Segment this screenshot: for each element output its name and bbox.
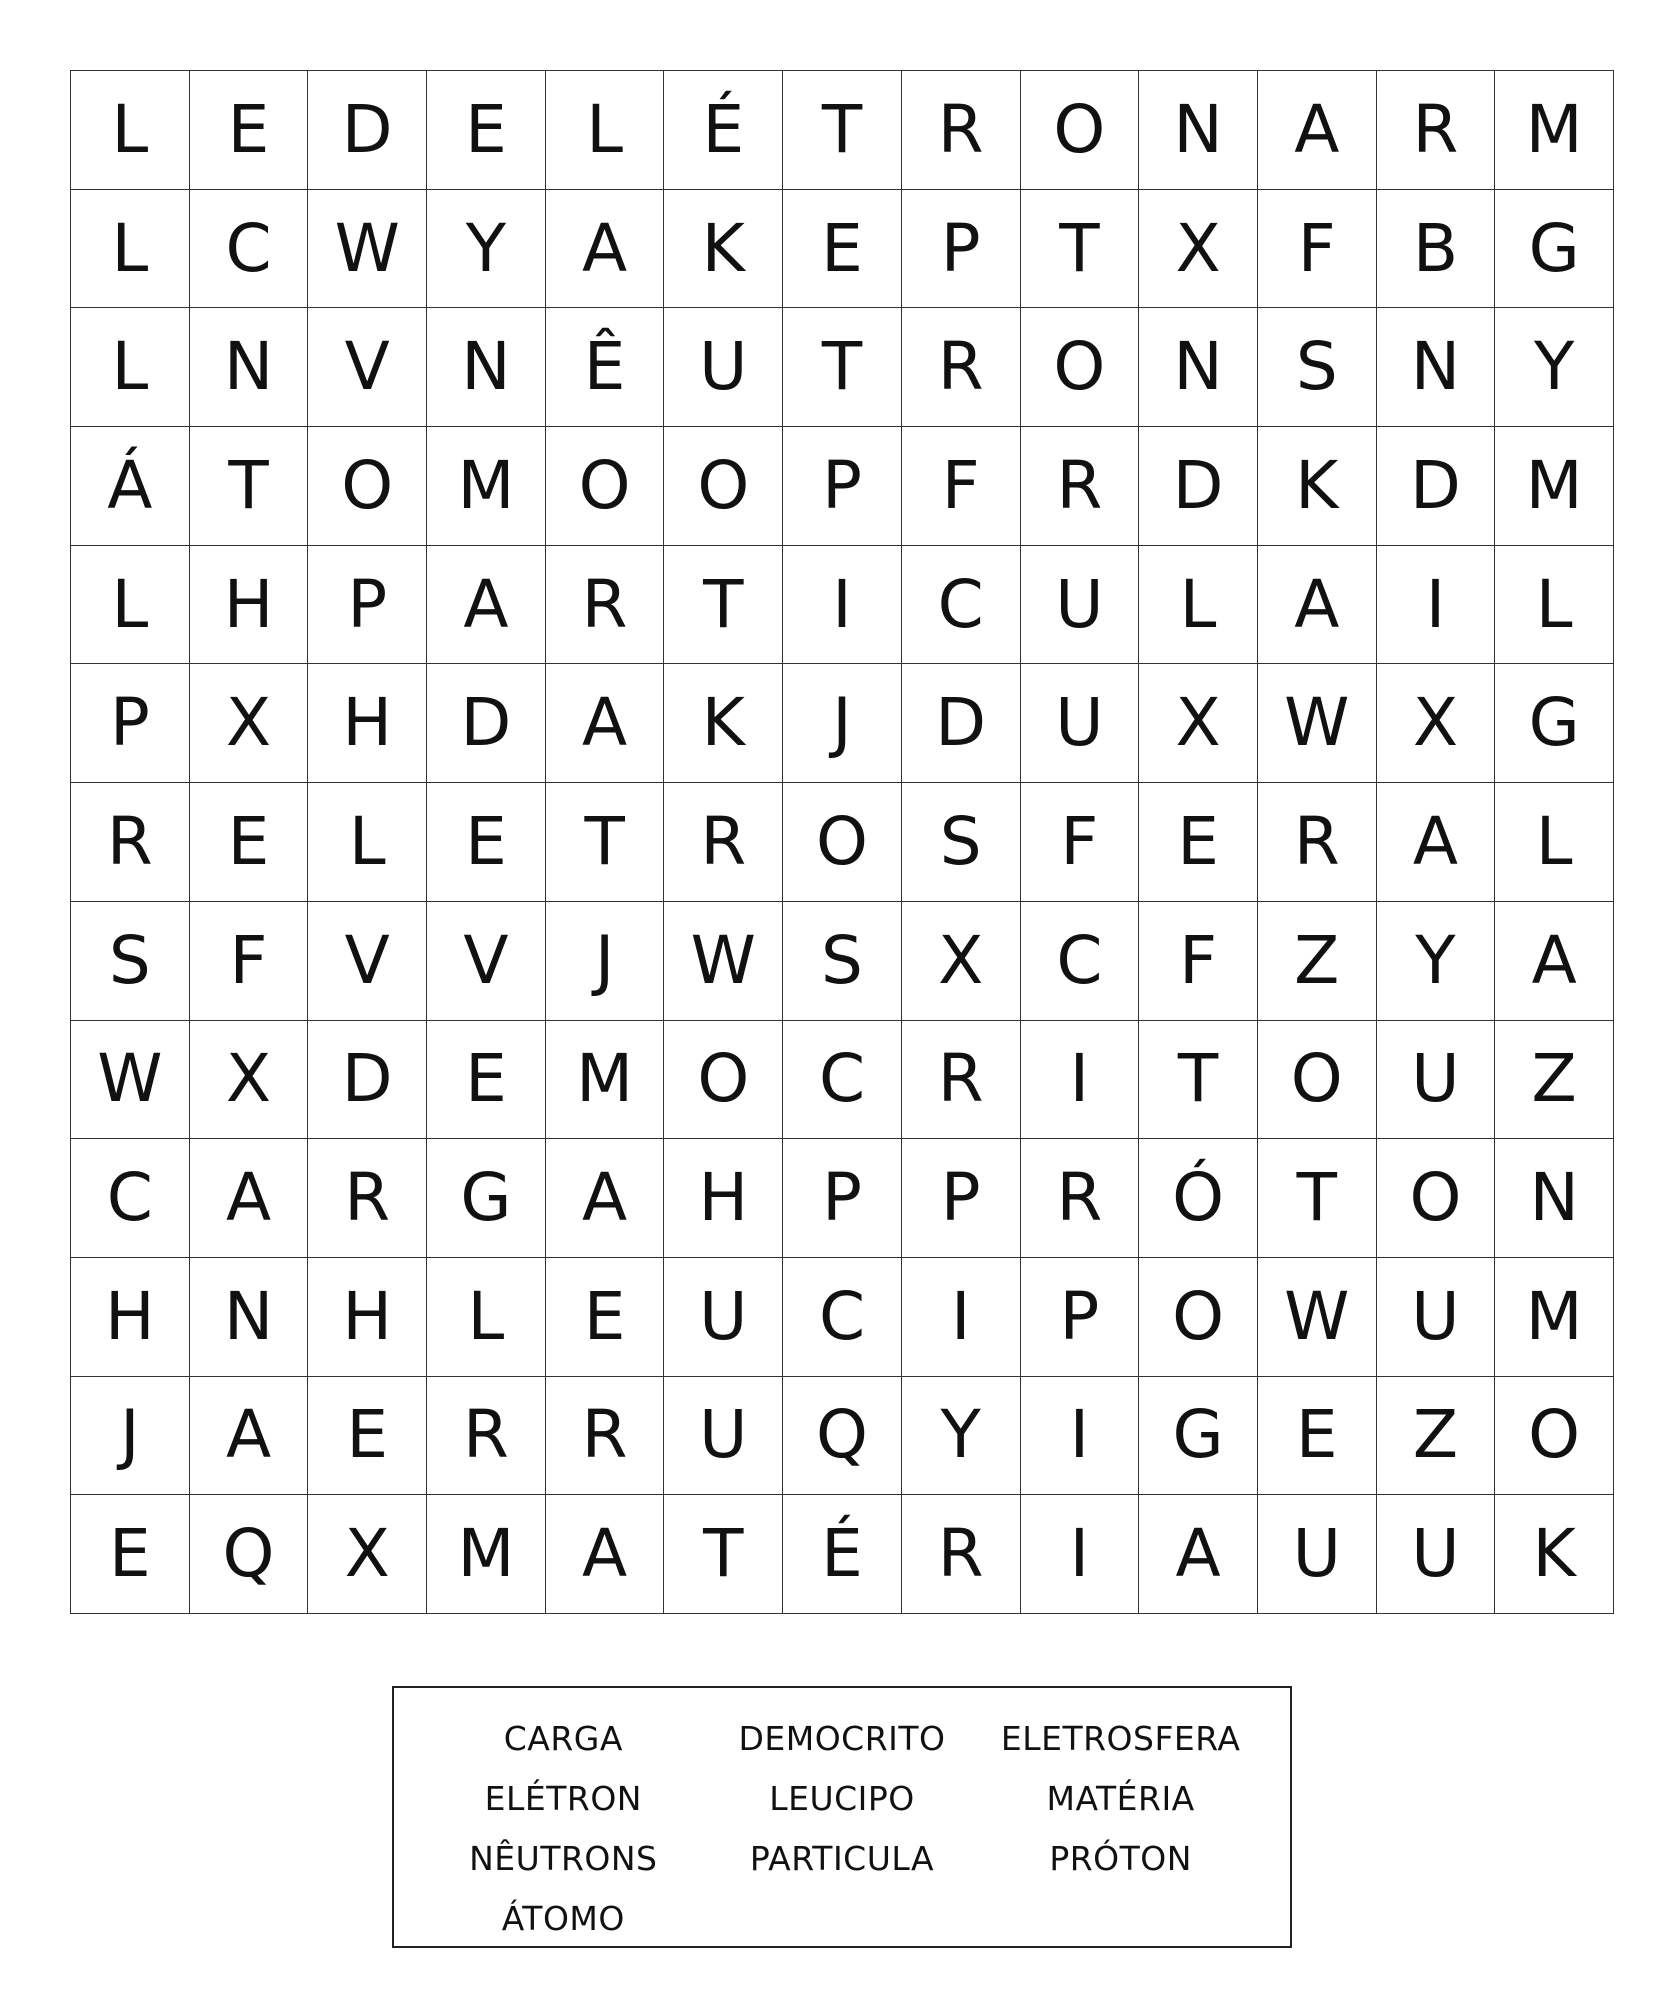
word-bank-item: PARTICULA bbox=[749, 1838, 935, 1878]
grid-cell[interactable]: O bbox=[1021, 308, 1140, 427]
grid-cell[interactable]: M bbox=[546, 1021, 665, 1140]
grid-cell[interactable]: A bbox=[190, 1377, 309, 1496]
grid-cell[interactable]: M bbox=[1495, 427, 1614, 546]
grid-cell[interactable]: M bbox=[1495, 1258, 1614, 1377]
grid-cell[interactable]: Á bbox=[71, 427, 190, 546]
grid-cell[interactable]: M bbox=[1495, 71, 1614, 190]
grid-cell[interactable]: U bbox=[664, 308, 783, 427]
grid-cell[interactable]: R bbox=[902, 1021, 1021, 1140]
grid-cell[interactable]: N bbox=[1377, 308, 1496, 427]
grid-cell[interactable]: F bbox=[1021, 783, 1140, 902]
word-bank bbox=[392, 1686, 1292, 1948]
grid-cell[interactable]: C bbox=[902, 546, 1021, 665]
grid-cell[interactable]: D bbox=[308, 71, 427, 190]
grid-cell[interactable]: L bbox=[71, 546, 190, 665]
grid-cell[interactable]: Ê bbox=[546, 308, 665, 427]
grid-cell[interactable]: C bbox=[1021, 902, 1140, 1021]
grid-cell[interactable]: S bbox=[783, 902, 902, 1021]
grid-cell[interactable]: A bbox=[1139, 1495, 1258, 1614]
grid-cell[interactable]: D bbox=[902, 664, 1021, 783]
grid-cell[interactable]: A bbox=[427, 546, 546, 665]
grid-cell[interactable]: R bbox=[71, 783, 190, 902]
grid-cell[interactable]: A bbox=[546, 190, 665, 309]
grid-cell[interactable]: P bbox=[783, 1139, 902, 1258]
grid-cell[interactable]: F bbox=[190, 902, 309, 1021]
grid-cell[interactable]: C bbox=[190, 190, 309, 309]
grid-cell[interactable]: V bbox=[427, 902, 546, 1021]
grid-cell[interactable]: Q bbox=[783, 1377, 902, 1496]
grid-cell[interactable]: Y bbox=[1495, 308, 1614, 427]
word-bank-item: LEUCIPO bbox=[769, 1778, 915, 1818]
grid-cell[interactable]: W bbox=[308, 190, 427, 309]
grid-cell[interactable]: L bbox=[71, 71, 190, 190]
grid-cell[interactable]: G bbox=[1495, 664, 1614, 783]
grid-cell[interactable]: X bbox=[190, 1021, 309, 1140]
grid-cell[interactable]: F bbox=[902, 427, 1021, 546]
grid-cell[interactable]: E bbox=[546, 1258, 665, 1377]
word-bank-item: ELETROSFERA bbox=[1000, 1718, 1241, 1758]
grid-cell[interactable]: N bbox=[190, 1258, 309, 1377]
grid-cell[interactable]: L bbox=[71, 308, 190, 427]
grid-cell[interactable]: Y bbox=[902, 1377, 1021, 1496]
grid-cell[interactable]: M bbox=[427, 1495, 546, 1614]
grid-cell[interactable]: E bbox=[1139, 783, 1258, 902]
grid-cell[interactable]: É bbox=[783, 1495, 902, 1614]
grid-cell[interactable]: L bbox=[1139, 546, 1258, 665]
grid-cell[interactable]: T bbox=[1139, 1021, 1258, 1140]
grid-cell[interactable]: R bbox=[1377, 71, 1496, 190]
grid-cell[interactable]: D bbox=[427, 664, 546, 783]
grid-cell[interactable]: F bbox=[1139, 902, 1258, 1021]
grid-cell[interactable]: D bbox=[1139, 427, 1258, 546]
grid-cell[interactable]: K bbox=[664, 664, 783, 783]
grid-cell[interactable]: P bbox=[1021, 1258, 1140, 1377]
grid-cell[interactable]: T bbox=[1258, 1139, 1377, 1258]
grid-cell[interactable]: H bbox=[664, 1139, 783, 1258]
grid-cell[interactable]: A bbox=[190, 1139, 309, 1258]
grid-cell[interactable]: R bbox=[308, 1139, 427, 1258]
grid-cell[interactable]: N bbox=[190, 308, 309, 427]
grid-cell[interactable]: R bbox=[427, 1377, 546, 1496]
grid-cell[interactable]: H bbox=[190, 546, 309, 665]
grid-cell[interactable]: Z bbox=[1377, 1377, 1496, 1496]
word-bank-item: NÊUTRONS bbox=[469, 1838, 658, 1878]
grid-cell[interactable]: Q bbox=[190, 1495, 309, 1614]
grid-cell[interactable]: L bbox=[1495, 783, 1614, 902]
word-bank-item: PRÓTON bbox=[1049, 1838, 1192, 1878]
grid-cell[interactable]: Y bbox=[427, 190, 546, 309]
grid-cell[interactable]: J bbox=[546, 902, 665, 1021]
grid-cell[interactable]: K bbox=[1495, 1495, 1614, 1614]
grid-cell[interactable]: T bbox=[190, 427, 309, 546]
grid-cell[interactable]: W bbox=[1258, 664, 1377, 783]
grid-cell[interactable]: Z bbox=[1495, 1021, 1614, 1140]
grid-cell[interactable]: O bbox=[1495, 1377, 1614, 1496]
grid-cell[interactable]: O bbox=[308, 427, 427, 546]
grid-cell[interactable]: A bbox=[1258, 546, 1377, 665]
grid-cell[interactable]: R bbox=[546, 1377, 665, 1496]
grid-cell[interactable]: O bbox=[1258, 1021, 1377, 1140]
grid-cell[interactable]: E bbox=[427, 71, 546, 190]
grid-cell[interactable]: E bbox=[427, 783, 546, 902]
grid-cell[interactable]: S bbox=[902, 783, 1021, 902]
word-bank-item: CARGA bbox=[503, 1718, 623, 1758]
grid-cell[interactable]: N bbox=[1139, 308, 1258, 427]
grid-cell[interactable]: T bbox=[546, 783, 665, 902]
grid-cell[interactable]: B bbox=[1377, 190, 1496, 309]
grid-cell[interactable]: E bbox=[427, 1021, 546, 1140]
grid-cell[interactable]: O bbox=[1139, 1258, 1258, 1377]
grid-cell[interactable]: P bbox=[783, 427, 902, 546]
grid-cell[interactable]: C bbox=[783, 1021, 902, 1140]
grid-cell[interactable]: U bbox=[1377, 1258, 1496, 1377]
grid-cell[interactable]: A bbox=[546, 1495, 665, 1614]
grid-cell[interactable]: R bbox=[902, 1495, 1021, 1614]
grid-cell[interactable]: A bbox=[1258, 71, 1377, 190]
grid-cell[interactable]: E bbox=[71, 1495, 190, 1614]
grid-cell[interactable]: P bbox=[71, 664, 190, 783]
grid-cell[interactable]: U bbox=[664, 1377, 783, 1496]
grid-cell[interactable]: I bbox=[1377, 546, 1496, 665]
grid-cell[interactable]: X bbox=[1139, 190, 1258, 309]
grid-cell[interactable]: G bbox=[1139, 1377, 1258, 1496]
grid-cell[interactable]: X bbox=[902, 902, 1021, 1021]
word-bank-item: ÁTOMO bbox=[501, 1898, 625, 1938]
grid-cell[interactable]: L bbox=[427, 1258, 546, 1377]
word-bank-item: MATÉRIA bbox=[1046, 1778, 1195, 1818]
grid-cell[interactable]: A bbox=[1377, 783, 1496, 902]
grid-cell[interactable]: R bbox=[1021, 427, 1140, 546]
grid-cell[interactable]: V bbox=[308, 308, 427, 427]
grid-cell[interactable]: O bbox=[1021, 71, 1140, 190]
grid-cell[interactable]: E bbox=[308, 1377, 427, 1496]
grid-cell[interactable]: G bbox=[1495, 190, 1614, 309]
grid-cell[interactable]: N bbox=[1139, 71, 1258, 190]
grid-cell[interactable]: W bbox=[1258, 1258, 1377, 1377]
grid-cell[interactable]: I bbox=[902, 1258, 1021, 1377]
grid-cell[interactable]: L bbox=[308, 783, 427, 902]
grid-cell[interactable]: L bbox=[546, 71, 665, 190]
grid-cell[interactable]: R bbox=[546, 546, 665, 665]
grid-cell[interactable]: P bbox=[902, 190, 1021, 309]
grid-cell[interactable]: É bbox=[664, 71, 783, 190]
grid-cell[interactable]: X bbox=[308, 1495, 427, 1614]
grid-cell[interactable]: U bbox=[664, 1258, 783, 1377]
grid-cell[interactable]: I bbox=[1021, 1021, 1140, 1140]
grid-cell[interactable]: O bbox=[664, 1021, 783, 1140]
grid-cell[interactable]: R bbox=[1021, 1139, 1140, 1258]
grid-cell[interactable]: S bbox=[71, 902, 190, 1021]
grid-cell[interactable]: I bbox=[1021, 1377, 1140, 1496]
grid-cell[interactable]: M bbox=[427, 427, 546, 546]
grid-cell[interactable]: E bbox=[1258, 1377, 1377, 1496]
grid-cell[interactable]: P bbox=[308, 546, 427, 665]
grid-cell[interactable]: A bbox=[1495, 902, 1614, 1021]
grid-cell[interactable]: P bbox=[902, 1139, 1021, 1258]
grid-cell[interactable]: N bbox=[1495, 1139, 1614, 1258]
grid-cell[interactable]: E bbox=[190, 783, 309, 902]
grid-cell[interactable]: H bbox=[308, 664, 427, 783]
grid-cell[interactable]: O bbox=[546, 427, 665, 546]
grid-cell[interactable]: T bbox=[783, 71, 902, 190]
grid-cell[interactable]: U bbox=[1377, 1021, 1496, 1140]
grid-cell[interactable]: C bbox=[71, 1139, 190, 1258]
grid-cell[interactable]: N bbox=[427, 308, 546, 427]
grid-cell[interactable]: W bbox=[664, 902, 783, 1021]
grid-cell[interactable]: S bbox=[1258, 308, 1377, 427]
grid-cell[interactable]: U bbox=[1377, 1495, 1496, 1614]
grid-cell[interactable]: K bbox=[1258, 427, 1377, 546]
grid-cell[interactable]: I bbox=[1021, 1495, 1140, 1614]
grid-cell[interactable]: E bbox=[190, 71, 309, 190]
grid-cell[interactable]: T bbox=[664, 546, 783, 665]
grid-cell[interactable]: W bbox=[71, 1021, 190, 1140]
grid-cell[interactable]: D bbox=[308, 1021, 427, 1140]
grid-cell[interactable]: A bbox=[546, 664, 665, 783]
grid-cell[interactable]: C bbox=[783, 1258, 902, 1377]
grid-cell[interactable]: V bbox=[308, 902, 427, 1021]
grid-cell[interactable]: X bbox=[190, 664, 309, 783]
grid-cell[interactable]: J bbox=[71, 1377, 190, 1496]
grid-cell[interactable]: U bbox=[1258, 1495, 1377, 1614]
grid-cell[interactable]: I bbox=[783, 546, 902, 665]
grid-cell[interactable]: U bbox=[1021, 664, 1140, 783]
grid-cell[interactable]: L bbox=[1495, 546, 1614, 665]
grid-cell[interactable]: R bbox=[902, 308, 1021, 427]
grid-cell[interactable]: L bbox=[71, 190, 190, 309]
grid-cell[interactable]: R bbox=[902, 71, 1021, 190]
grid-cell[interactable]: R bbox=[664, 783, 783, 902]
grid-cell[interactable]: E bbox=[783, 190, 902, 309]
word-bank-item: DEMOCRITO bbox=[738, 1718, 946, 1758]
grid-cell[interactable]: D bbox=[1377, 427, 1496, 546]
word-bank-item: ELÉTRON bbox=[484, 1778, 642, 1818]
grid-cell[interactable]: X bbox=[1377, 664, 1496, 783]
grid-cell[interactable]: R bbox=[1258, 783, 1377, 902]
grid-cell[interactable]: T bbox=[664, 1495, 783, 1614]
grid-cell[interactable]: H bbox=[71, 1258, 190, 1377]
grid-cell[interactable]: A bbox=[546, 1139, 665, 1258]
grid-cell[interactable]: X bbox=[1139, 664, 1258, 783]
grid-cell[interactable]: Z bbox=[1258, 902, 1377, 1021]
grid-cell[interactable]: K bbox=[664, 190, 783, 309]
grid-cell[interactable]: F bbox=[1258, 190, 1377, 309]
grid-cell[interactable]: O bbox=[1377, 1139, 1496, 1258]
grid-cell[interactable]: T bbox=[1021, 190, 1140, 309]
grid-cell[interactable]: U bbox=[1021, 546, 1140, 665]
word-search-grid bbox=[70, 70, 1614, 1614]
grid-cell[interactable]: Y bbox=[1377, 902, 1496, 1021]
grid-cell[interactable]: Ó bbox=[1139, 1139, 1258, 1258]
grid-cell[interactable]: T bbox=[783, 308, 902, 427]
grid-cell[interactable]: H bbox=[308, 1258, 427, 1377]
grid-cell[interactable]: J bbox=[783, 664, 902, 783]
grid-cell[interactable]: O bbox=[783, 783, 902, 902]
grid-cell[interactable]: G bbox=[427, 1139, 546, 1258]
grid-cell[interactable]: O bbox=[664, 427, 783, 546]
